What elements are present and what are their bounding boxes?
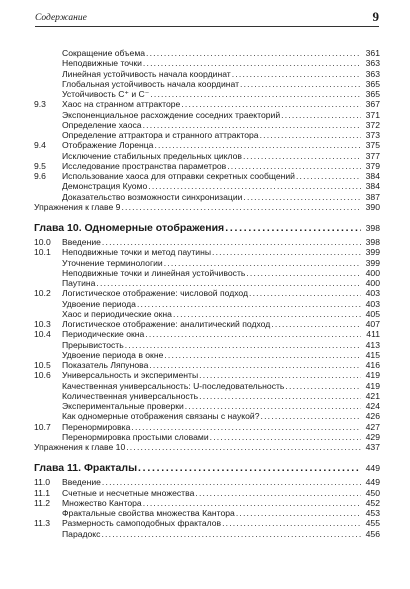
entry-title: Множество Кантора (62, 497, 142, 508)
leader-dots (212, 247, 361, 257)
toc-entry[interactable] (34, 488, 380, 498)
entry-page: 403 (365, 288, 380, 299)
entry-title: Прерывистость (62, 339, 124, 350)
entry-page: 405 (365, 308, 380, 319)
toc-entry[interactable] (34, 69, 380, 79)
toc-entry[interactable] (34, 360, 380, 370)
entry-title: Введение (62, 477, 101, 488)
entry-page: 387 (365, 191, 380, 202)
toc-entry[interactable] (34, 268, 380, 278)
toc-entry[interactable] (34, 391, 380, 401)
toc-entry[interactable] (34, 422, 380, 432)
toc-entry[interactable] (34, 529, 380, 539)
leader-dots (138, 461, 361, 475)
chapter-title: Глава 11. Фракталы (34, 462, 138, 475)
leader-dots (96, 278, 361, 288)
entry-page: 375 (365, 140, 380, 151)
entry-page: 371 (365, 109, 380, 120)
entry-page: 373 (365, 130, 380, 140)
section-number: 9.4 (34, 140, 46, 151)
section-number: 10.0 (34, 237, 51, 247)
entry-title: Количественная универсальность (62, 390, 199, 401)
toc-entry[interactable] (34, 140, 380, 150)
page-header (35, 6, 379, 27)
toc-entry[interactable] (34, 401, 380, 411)
entry-page: 452 (365, 497, 380, 508)
leader-dots (143, 120, 361, 130)
leader-dots (210, 432, 361, 442)
toc-entry[interactable] (34, 48, 380, 58)
section-number: 11.2 (34, 497, 51, 508)
entry-page: 363 (365, 68, 380, 79)
toc-entry[interactable] (34, 299, 380, 309)
entry-title: Парадокс (62, 528, 101, 539)
entry-title: Определение хаоса (62, 119, 142, 130)
toc-entry[interactable] (34, 350, 380, 360)
entry-page: 419 (365, 380, 380, 391)
leader-dots (164, 258, 361, 268)
leader-dots (149, 360, 361, 370)
entry-page: 416 (365, 360, 380, 370)
toc-entry[interactable] (34, 130, 380, 140)
entry-title: Неподвижные точки и метод паутины (62, 247, 212, 258)
leader-dots (102, 237, 361, 247)
toc-entry[interactable] (34, 247, 380, 257)
entry-title: Устойчивость C⁺ и C⁻ (62, 89, 150, 99)
entry-page: 377 (365, 150, 380, 161)
toc-entry[interactable] (34, 508, 380, 518)
toc-entry[interactable] (34, 89, 380, 99)
entry-title: Исключение стабильных предельных циклов (62, 150, 242, 161)
entry-title: Экспериментальные проверки (62, 401, 184, 411)
entry-page: 399 (365, 257, 380, 268)
toc-entry[interactable] (34, 120, 380, 130)
chapter-heading-10[interactable] (34, 221, 380, 235)
entry-title: Упражнения к главе 10 (34, 442, 126, 452)
toc-entry[interactable] (34, 110, 380, 120)
entry-page: 400 (365, 278, 380, 288)
entry-page: 453 (365, 508, 380, 518)
entry-title: Логистическое отображение: числовой подход (62, 288, 249, 299)
leader-dots (148, 181, 361, 191)
entry-title: Введение (62, 237, 101, 247)
toc-entry[interactable] (34, 477, 380, 487)
leader-dots (102, 477, 361, 487)
entry-title: Логистическое отображение: аналитический подход (62, 319, 271, 329)
entry-page: 411 (366, 329, 380, 340)
entry-title: Сокращение объема (62, 48, 146, 58)
section-number: 10.2 (34, 288, 51, 299)
section-number: 11.1 (34, 487, 51, 498)
entry-page: 365 (365, 89, 380, 99)
leader-dots (146, 48, 361, 58)
entry-title: Паутина (62, 278, 96, 288)
leader-dots (260, 130, 361, 140)
leader-dots (236, 508, 361, 518)
entry-page: 419 (365, 370, 380, 381)
entry-title: Линейная устойчивость начала координат (62, 68, 231, 79)
entry-page: 456 (365, 528, 380, 539)
leader-dots (232, 69, 361, 79)
leader-dots (143, 498, 361, 508)
leader-dots (285, 381, 361, 391)
entry-title: Показатель Ляпунова (62, 360, 149, 370)
toc-entry[interactable] (34, 237, 380, 247)
leader-dots (199, 391, 361, 401)
leader-dots (243, 192, 361, 202)
table-of-contents (34, 48, 380, 539)
toc-entry[interactable] (34, 319, 380, 329)
entry-page: 437 (365, 442, 380, 452)
entry-title: Удвоение периода (62, 298, 136, 309)
entry-title: Глобальная устойчивость начала координат (62, 78, 240, 89)
entry-page: 365 (365, 78, 380, 89)
entry-page: 403 (365, 298, 380, 309)
leader-dots (126, 442, 361, 452)
section-number: 9.5 (34, 160, 46, 171)
leader-dots (195, 488, 361, 498)
toc-entry[interactable] (34, 151, 380, 161)
section-number: 11.3 (34, 518, 51, 529)
entry-title: Экспоненциальное расхождение соседних траекторий (62, 109, 281, 120)
entry-page: 372 (365, 119, 380, 130)
entry-page: 399 (365, 247, 380, 258)
entry-page: 384 (365, 171, 380, 181)
entry-title: Универсальность и эксперименты (62, 370, 199, 381)
entry-page: 390 (365, 201, 380, 212)
entry-page: 426 (365, 411, 380, 422)
toc-entry[interactable] (34, 192, 380, 202)
toc-entry[interactable] (34, 202, 380, 212)
running-title: Содержание (35, 13, 87, 23)
toc-entry[interactable] (34, 58, 380, 68)
toc-entry[interactable] (34, 99, 380, 109)
entry-title: Удвоение периода в окне (62, 349, 164, 360)
entry-title: Хаос на странном аттракторе (62, 99, 181, 110)
entry-page: 415 (365, 349, 380, 360)
leader-dots (199, 370, 361, 380)
leader-dots (173, 309, 361, 319)
entry-title: Периодические окна (62, 329, 145, 340)
leader-dots (246, 268, 361, 278)
entry-title: Перенормировка (62, 421, 131, 432)
toc-entry[interactable] (34, 442, 380, 452)
page-number: 9 (372, 9, 379, 24)
leader-dots (225, 221, 361, 235)
entry-title: Исследование пространства параметров (62, 160, 227, 171)
section-number: 10.3 (34, 319, 51, 329)
entry-page: 363 (365, 58, 380, 69)
leader-dots (243, 151, 361, 161)
chapter-page: 449 (365, 463, 380, 474)
leader-dots (261, 411, 361, 421)
toc-entry[interactable] (34, 518, 380, 528)
entry-page: 429 (365, 431, 380, 442)
toc-entry[interactable] (34, 432, 380, 442)
leader-dots (281, 110, 361, 120)
entry-title: Размерность самоподобных фракталов (62, 518, 222, 529)
entry-title: Упражнения к главе 9 (34, 201, 121, 212)
entry-title: Как одномерные отображения связаны с наукой? (62, 411, 260, 422)
entry-page: 400 (365, 267, 380, 278)
leader-dots (185, 401, 361, 411)
entry-page: 407 (365, 319, 380, 329)
section-number: 10.1 (34, 247, 51, 258)
section-number: 10.5 (34, 360, 51, 370)
entry-title: Использование хаоса для отправки секретных сообщений (62, 171, 295, 181)
entry-title: Качественная универсальность: U-последовательность (62, 380, 285, 391)
entry-title: Неподвижные точки и линейная устойчивость (62, 267, 246, 278)
leader-dots (131, 422, 361, 432)
toc-entry[interactable] (34, 278, 380, 288)
leader-dots (164, 350, 361, 360)
leader-dots (101, 529, 361, 539)
toc-entry[interactable] (34, 161, 380, 171)
toc-entry[interactable] (34, 329, 380, 339)
leader-dots (125, 340, 361, 350)
entry-title: Счетные и несчетные множества (62, 487, 195, 498)
entry-page: 455 (365, 518, 380, 529)
section-number: 9.3 (34, 99, 46, 110)
toc-entry[interactable] (34, 171, 380, 181)
toc-block-chapter-10 (34, 237, 380, 452)
toc-block-chapter-9 (34, 48, 380, 212)
chapter-heading-11[interactable] (34, 461, 380, 475)
toc-entry[interactable] (34, 498, 380, 508)
leader-dots (296, 171, 361, 181)
leader-dots (271, 319, 361, 329)
entry-title: Хаос и периодические окна (62, 308, 172, 319)
entry-title: Уточнение терминологии (62, 257, 163, 268)
entry-title: Неподвижные точки (62, 58, 142, 69)
entry-title: Определение аттрактора и странного аттрактора (62, 130, 259, 140)
leader-dots (222, 518, 361, 528)
section-number: 10.7 (34, 421, 51, 432)
section-number: 10.6 (34, 370, 51, 381)
entry-page: 421 (365, 390, 380, 401)
toc-entry[interactable] (34, 411, 380, 421)
entry-title: Отображение Лоренца (62, 140, 154, 151)
entry-title: Перенормировка простыми словами (62, 431, 209, 442)
chapter-page: 398 (365, 223, 380, 233)
toc-block-chapter-11 (34, 477, 380, 539)
toc-entry[interactable] (34, 309, 380, 319)
leader-dots (227, 161, 361, 171)
entry-page: 361 (365, 48, 380, 58)
section-number: 11.0 (34, 477, 51, 488)
entry-page: 379 (365, 160, 380, 171)
toc-entry[interactable] (34, 288, 380, 298)
leader-dots (240, 79, 361, 89)
entry-title: Фрактальные свойства множества Кантора (62, 508, 235, 518)
leader-dots (154, 140, 361, 150)
leader-dots (150, 89, 361, 99)
entry-page: 367 (365, 99, 380, 110)
leader-dots (249, 288, 361, 298)
toc-entry[interactable] (34, 79, 380, 89)
entry-page: 413 (365, 339, 380, 350)
toc-entry[interactable] (34, 340, 380, 350)
entry-title: Доказательство возможности синхронизации (62, 191, 243, 202)
toc-entry[interactable] (34, 258, 380, 268)
leader-dots (181, 99, 361, 109)
chapter-title: Глава 10. Одномерные отображения (34, 222, 225, 234)
entry-page: 449 (365, 477, 380, 488)
section-number: 9.6 (34, 171, 46, 181)
leader-dots (145, 329, 361, 339)
entry-page: 424 (365, 401, 380, 411)
leader-dots (143, 58, 361, 68)
toc-entry[interactable] (34, 381, 380, 391)
toc-entry[interactable] (34, 370, 380, 380)
leader-dots (121, 202, 361, 212)
leader-dots (137, 299, 361, 309)
entry-page: 450 (365, 487, 380, 498)
entry-page: 398 (365, 237, 380, 247)
entry-page: 384 (365, 181, 380, 192)
toc-entry[interactable] (34, 181, 380, 191)
entry-page: 427 (365, 421, 380, 432)
entry-title: Демонстрация Куомо (62, 181, 148, 192)
section-number: 10.4 (34, 329, 51, 340)
